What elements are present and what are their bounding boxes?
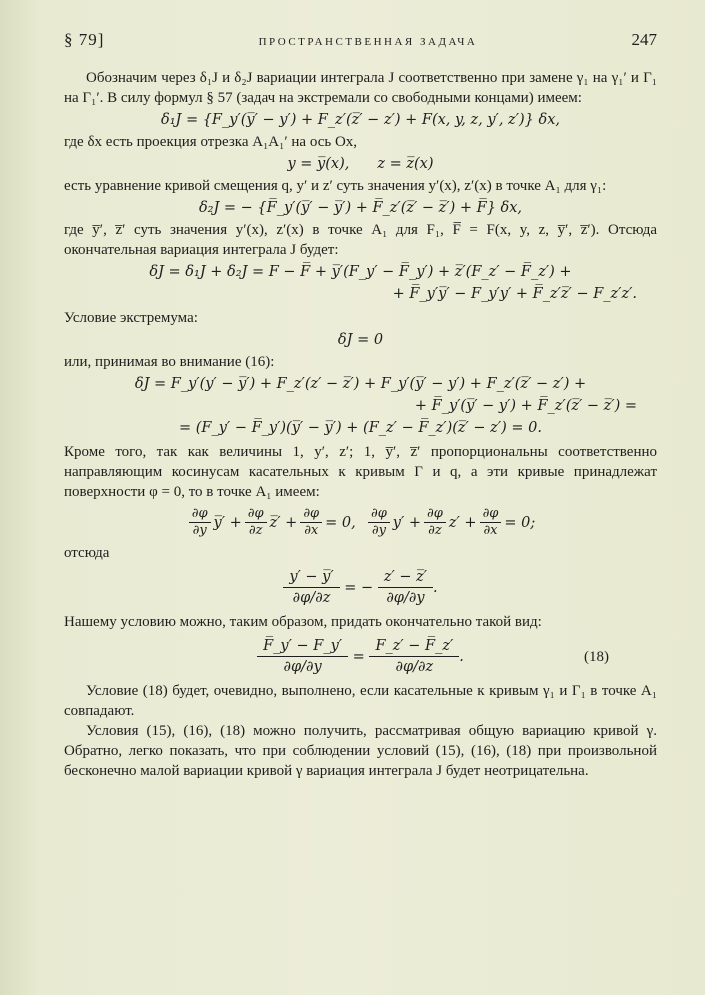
paragraph-taking-into-account: или, принимая во внимание (16): bbox=[64, 354, 275, 370]
partial-fraction: $\frac{\partial\varphi}{\partial x}$ bbox=[300, 506, 322, 539]
paragraph-extremum-condition: Условие экстремума: bbox=[64, 310, 198, 326]
ratio-fraction-left: y′ − y̅′ ∂φ/∂z bbox=[283, 567, 339, 608]
paragraph-notation: Обозначим через δ₁J и δ₂J вариации интеграла J соответственно при замене γ₁ на γ₁′ и Γ₁ на Γ₁′. В силу формул § 57 (задач на экстремали со свободными концами) имеем: bbox=[64, 70, 657, 106]
partial-fraction: $\frac{\partial\varphi}{\partial z}$ bbox=[424, 506, 446, 539]
equation-curve bbox=[64, 154, 657, 174]
equation-curve-y: y = y̅(x), bbox=[287, 156, 350, 172]
partial-fraction: $\frac{\partial\varphi}{\partial y}$ bbox=[189, 506, 211, 539]
section-number: § 79] bbox=[64, 30, 105, 49]
paragraph-direction-cosines: Кроме того, так как величины 1, y′, z′; 1, y̅′, z̅′ пропорциональны соответственно направляющим косинусам касательных к кривым Γ и q, а эти кривые принадлежат поверхности φ = 0, то в точке A₁ имеем: bbox=[64, 444, 657, 500]
paragraph-condition-18: Условие (18) будет, очевидно, выполнено, если касательные к кривым γ₁ и Γ₁ в точке A₁ совпадают. bbox=[64, 683, 657, 719]
paragraph-general-variation: Условия (15), (16), (18) можно получить, рассматривая общую вариацию кривой γ. Обратно, легко показать, что при соблюдении условий (15), (16), (18) при произвольной бесконечно малой вариации кривой γ вариация интеграла J будет неотрицательна. bbox=[64, 723, 657, 779]
paragraph-values: где y̅′, z̅′ суть значения y′(x), z′(x) в точке A₁ для F₁, F̅ = F(x, y, z, y̅′, z̅′). Отсюда окончательная вариация интеграла J будет: bbox=[64, 222, 657, 258]
page-header bbox=[64, 30, 657, 68]
paragraph-final-form: Нашему условию можно, таким образом, придать окончательно такой вид: bbox=[64, 614, 542, 630]
partial-fraction: $\frac{\partial\varphi}{\partial x}$ bbox=[480, 506, 502, 539]
partial-fraction: $\frac{\partial\varphi}{\partial z}$ bbox=[245, 506, 267, 539]
equation-curve-z: z = z̅(x) bbox=[377, 156, 434, 172]
equation-ratio: y′ − y̅′ ∂φ/∂z = − z′ − z̅′ ∂φ/∂y . bbox=[64, 567, 657, 608]
running-title: ПРОСТРАНСТВЕННАЯ ЗАДАЧА bbox=[258, 36, 478, 48]
equation-18: F̅_y′ − F_y′ ∂φ/∂y = F_z′ − F̅_z′ ∂φ/∂z . (18) bbox=[64, 636, 657, 677]
equation-delta2: δ₂J = − {F̅_y′(y̅′ − y̅′) + F̅_z′(z̅′ − z̅′) + F̅} δx, bbox=[198, 200, 523, 216]
equation-number-18: (18) bbox=[584, 648, 609, 665]
paragraph-hence: отсюда bbox=[64, 545, 110, 561]
equation-total-variation-line2: + F̅_y′y̅′ − F_y′y′ + F̅_z′z̅′ − F_z′z′. bbox=[392, 286, 637, 302]
eq18-fraction-right: F_z′ − F̅_z′ ∂φ/∂z bbox=[369, 636, 459, 677]
partial-fraction: $\frac{\partial\varphi}{\partial y}$ bbox=[368, 506, 390, 539]
equation-surface-tangent: $\frac{\partial\varphi}{\partial y}$ y̅′ + $\frac{\partial\varphi}{\partial z}$ z̅′ + $\frac{\partial\varphi}{\partial x}$ = 0, $\frac{\partial\varphi}{\partial y}$ y′ + $\frac{\partial\varphi}{\partial z}$ z′ + $\frac{\partial\varphi}{\partial x}$ = 0; bbox=[64, 506, 657, 539]
equation-total-variation-line1: δJ = δ₁J + δ₂J = F − F̅ + y̅′(F_y′ − F̅_y′) + z̅′(F_z′ − F̅_z′) + bbox=[149, 264, 572, 280]
page-number: 247 bbox=[631, 30, 657, 49]
equation-expanded-line1: δJ = F_y′(y′ − y̅′) + F_z′(z′ − z̅′) + F_y′(y̅′ − y′) + F_z′(z̅′ − z′) + bbox=[134, 376, 587, 392]
equation-expanded-line3: = (F_y′ − F̅_y′)(y̅′ − y̅′) + (F_z′ − F̅_z′)(z̅′ − z′) = 0. bbox=[179, 420, 542, 436]
equation-delta1: δ₁J = {F_y′(y̅′ − y′) + F_z′(z̅′ − z′) + F(x, y, z, y′, z′)} δx, bbox=[160, 112, 560, 128]
ratio-fraction-right: z′ − z̅′ ∂φ/∂y bbox=[378, 567, 433, 608]
equation-extremum: δJ = 0 bbox=[337, 332, 384, 348]
paragraph-shift-curve: есть уравнение кривой смещения q, y′ и z′ суть значения y′(x), z′(x) в точке A₁ для γ₁: bbox=[64, 178, 607, 194]
equation-expanded-line2: + F̅_y′(y̅′ − y′) + F̅_z′(z̅′ − z̅′) = bbox=[414, 398, 637, 414]
paragraph-projection: где δx есть проекция отрезка A₁A₁′ на ось Ox, bbox=[64, 134, 358, 150]
eq18-fraction-left: F̅_y′ − F_y′ ∂φ/∂y bbox=[257, 636, 348, 677]
